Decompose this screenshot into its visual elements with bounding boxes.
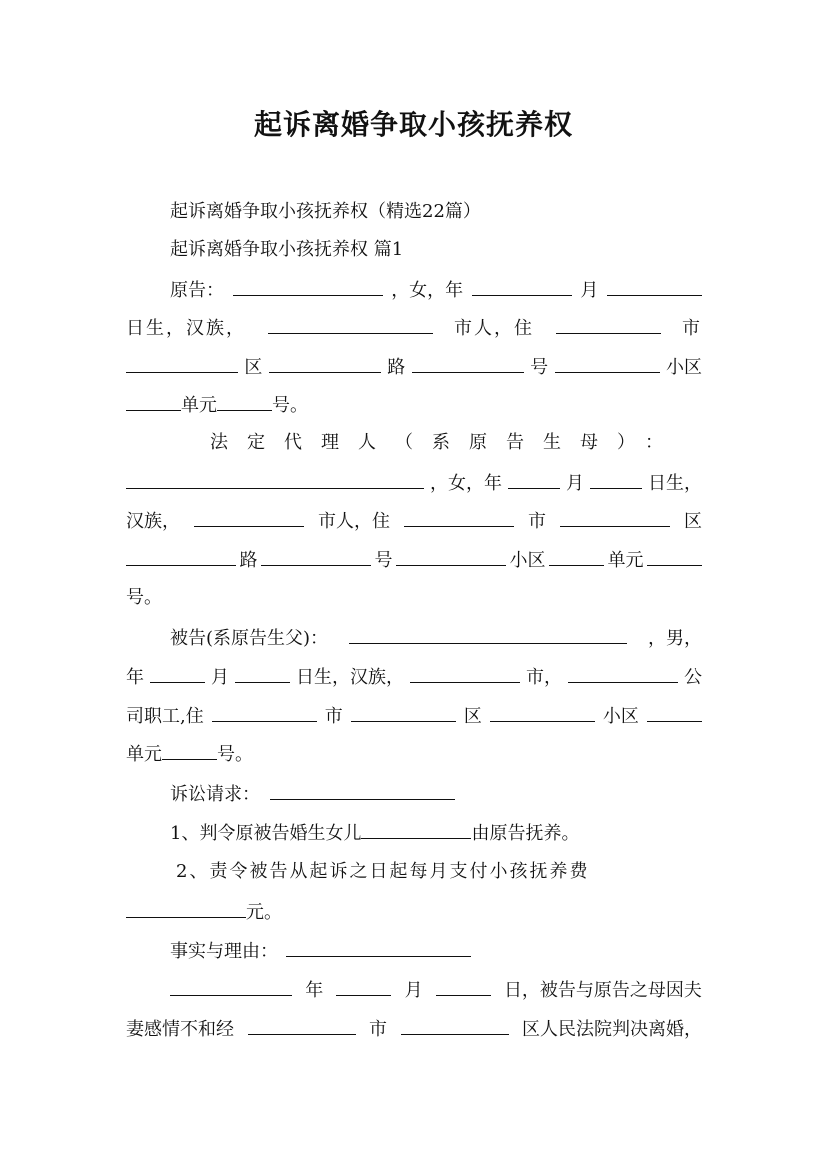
section-heading-line — [170, 238, 702, 262]
plaintiff-district-text: 区 — [244, 357, 263, 378]
agent-origin-blank — [194, 508, 304, 527]
defendant-month-text: 月 — [211, 667, 229, 688]
facts-line — [170, 938, 702, 964]
plaintiff-district-blank — [269, 354, 381, 373]
defendant-city2-text: 市 — [324, 706, 343, 727]
defendant-line-3 — [126, 703, 702, 729]
plaintiff-city-text: 市 — [682, 318, 702, 339]
facts-year-blank — [170, 977, 292, 996]
plaintiff-unit-text: 单元 — [181, 395, 217, 416]
defendant-gender-text: ，男， — [647, 628, 702, 649]
facts-city-blank — [401, 1016, 509, 1035]
agent-road-text: 路 — [239, 550, 258, 571]
claim-2-blank — [126, 899, 246, 918]
defendant-estate-blank — [647, 703, 702, 722]
plaintiff-name-blank — [233, 277, 383, 296]
agent-number-blank — [396, 547, 506, 566]
plaintiff-city-blank — [126, 354, 238, 373]
facts-day-text: 日，被告与原告之母因夫 — [503, 980, 702, 1001]
agent-line-3 — [126, 508, 702, 534]
defendant-city-text: 市， — [526, 667, 562, 688]
agent-unit-text: 单元 — [607, 550, 644, 571]
facts-label: 事实与理由： — [170, 941, 278, 962]
defendant-month-blank — [235, 664, 290, 683]
plaintiff-city-person-text: 市人，住 — [454, 318, 534, 339]
defendant-district-text: 区 — [463, 706, 482, 727]
facts-month-blank — [336, 977, 391, 996]
plaintiff-unit-blank — [217, 392, 272, 411]
agent-road-blank — [261, 547, 371, 566]
plaintiff-line-1 — [170, 277, 702, 303]
agent-district-blank — [126, 547, 236, 566]
defendant-residence-blank — [212, 703, 317, 722]
agent-city-blank — [560, 508, 670, 527]
agent-district-text: 区 — [684, 511, 702, 532]
claim-1-end-text: 由原告抚养。 — [471, 823, 580, 844]
agent-residence-blank — [404, 508, 514, 527]
agent-line-4 — [126, 547, 702, 573]
claim-1-text: 1、判令原被告婚生女儿 — [170, 823, 362, 844]
agent-estate-text: 小区 — [509, 550, 546, 571]
facts-line-2-end-text: 区人民法院判决离婚， — [522, 1019, 702, 1040]
agent-ethnic-text: 汉族， — [126, 511, 180, 532]
facts-day-blank — [436, 977, 491, 996]
claim-1-line — [170, 820, 702, 846]
agent-unit-blank — [647, 547, 702, 566]
subtitle: 起诉离婚争取小孩抚养权（精选22篇） — [170, 201, 481, 222]
defendant-line-1 — [170, 625, 702, 651]
agent-city-text: 市 — [528, 511, 546, 532]
plaintiff-road-text: 路 — [387, 357, 406, 378]
agent-number-text: 号 — [374, 550, 393, 571]
agent-end-text: 号。 — [126, 587, 162, 608]
defendant-year-text: 年 — [126, 667, 144, 688]
claims-label: 诉讼请求： — [170, 784, 260, 805]
claim-2-line — [176, 860, 702, 884]
agent-month-text: 月 — [566, 473, 584, 494]
defendant-district-blank — [490, 703, 595, 722]
facts-year-text: 年 — [305, 980, 324, 1001]
claims-blank — [270, 781, 455, 800]
plaintiff-origin-blank — [268, 315, 433, 334]
defendant-unit-blank — [162, 741, 217, 760]
defendant-estate-text: 小区 — [602, 706, 639, 727]
facts-blank — [286, 938, 471, 957]
agent-name-blank — [126, 470, 424, 489]
claim-2-line-2 — [126, 899, 702, 925]
agent-label: 法定代理人（系原告生母）： — [210, 432, 682, 453]
plaintiff-label: 原告： — [170, 280, 224, 301]
defendant-day-ethnic-text: 日生，汉族， — [296, 667, 404, 688]
agent-line-2 — [126, 470, 702, 496]
agent-estate-blank — [549, 547, 604, 566]
plaintiff-residence-blank — [556, 315, 661, 334]
plaintiff-number-text: 号 — [530, 357, 549, 378]
plaintiff-day-ethnic-text: 日生，汉族， — [126, 318, 246, 339]
plaintiff-line-4 — [126, 392, 702, 418]
facts-line-2-text: 妻感情不和经 — [126, 1019, 234, 1040]
plaintiff-gender-text: ，女，年 — [391, 280, 464, 301]
facts-line-1 — [170, 977, 702, 1003]
subtitle-line — [170, 200, 702, 224]
defendant-label: 被告(系原告生父)： — [170, 628, 329, 649]
plaintiff-line-2 — [126, 315, 702, 341]
claim-2-end-text: 元。 — [246, 902, 282, 923]
plaintiff-line-3 — [126, 354, 702, 380]
claim-1-blank — [361, 820, 471, 839]
document-title: 起诉离婚争取小孩抚养权 — [253, 108, 573, 141]
plaintiff-road-blank — [412, 354, 524, 373]
plaintiff-number-blank — [555, 354, 660, 373]
agent-city-person-text: 市人，住 — [318, 511, 390, 532]
agent-year-blank — [508, 470, 560, 489]
claims-line — [170, 781, 702, 807]
defendant-line-4 — [126, 741, 702, 767]
plaintiff-end-text: 号。 — [272, 395, 308, 416]
plaintiff-month-text: 月 — [580, 280, 599, 301]
agent-gender-text: ，女，年 — [430, 473, 502, 494]
defendant-origin-blank — [410, 664, 520, 683]
agent-month-blank — [590, 470, 642, 489]
defendant-year-blank — [150, 664, 205, 683]
defendant-end-text: 号。 — [217, 744, 253, 765]
defendant-unit-text: 单元 — [126, 744, 162, 765]
claim-2-text: 2、责令被告从起诉之日起每月支付小孩抚养费 — [176, 861, 590, 882]
facts-month-text: 月 — [404, 980, 423, 1001]
defendant-name-blank — [349, 625, 627, 644]
defendant-city-blank — [351, 703, 456, 722]
defendant-staff-text: 司职工,住 — [126, 706, 204, 727]
section-heading: 起诉离婚争取小孩抚养权 篇1 — [170, 239, 404, 260]
facts-court-blank — [248, 1016, 356, 1035]
agent-line-1 — [210, 431, 702, 455]
defendant-line-2 — [126, 664, 702, 690]
defendant-company-text: 公 — [684, 667, 702, 688]
facts-line-2 — [126, 1016, 702, 1042]
plaintiff-year-blank — [472, 277, 572, 296]
facts-city-text: 市 — [369, 1019, 387, 1040]
agent-day-text: 日生， — [648, 473, 702, 494]
plaintiff-month-blank — [607, 277, 702, 296]
plaintiff-estate-blank — [126, 392, 181, 411]
defendant-company-blank — [568, 664, 678, 683]
agent-line-5 — [126, 586, 702, 610]
plaintiff-estate-text: 小区 — [665, 357, 702, 378]
